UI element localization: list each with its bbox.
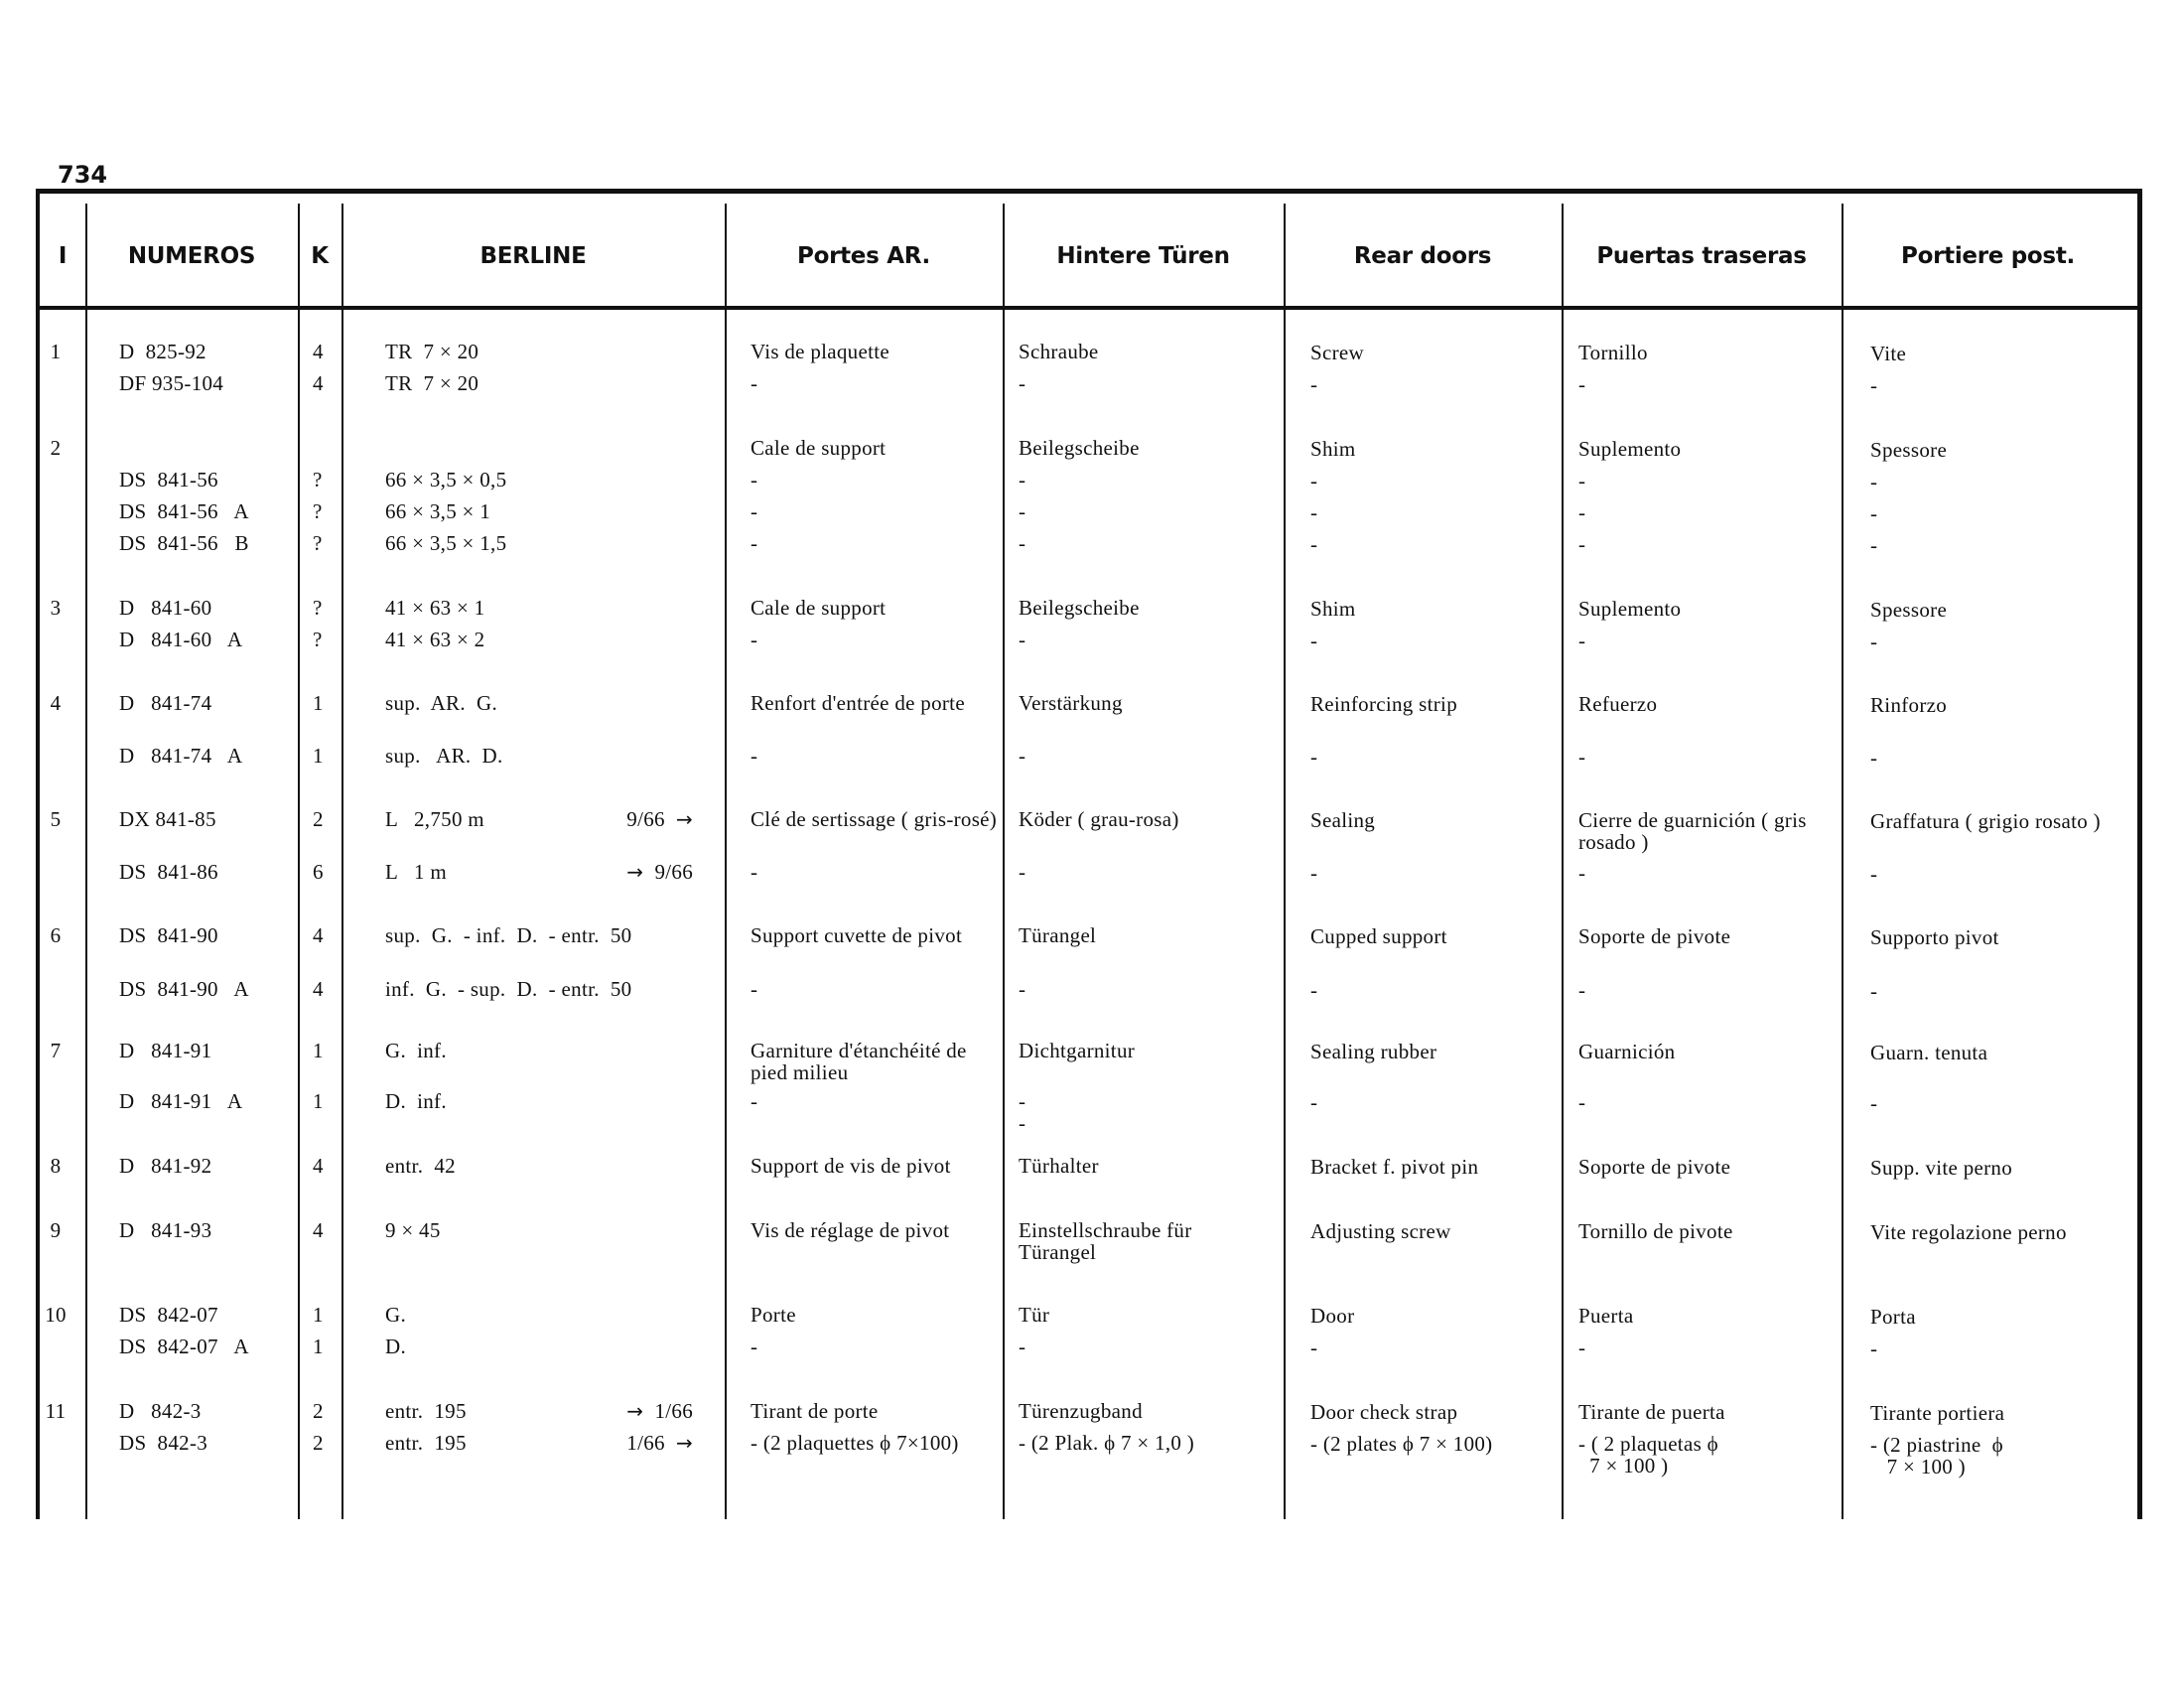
desc-french: -: [751, 468, 758, 492]
row-index: 11: [45, 1399, 67, 1423]
desc-spanish: -: [1578, 1336, 1586, 1359]
header-col-es: Puertas traseras: [1596, 242, 1807, 269]
row-index: 2: [50, 436, 62, 460]
desc-italian: Supp. vite perno: [1870, 1156, 2013, 1180]
berline-spec: 41 × 63 × 1: [385, 596, 485, 620]
quantity-k: 1: [313, 1335, 324, 1358]
quantity-k: 4: [313, 371, 324, 395]
part-number: D 841-60: [119, 596, 212, 620]
desc-spanish: Guarnición: [1578, 1040, 1676, 1063]
desc-german: -: [1019, 628, 1026, 651]
desc-spanish: Tornillo: [1578, 341, 1648, 364]
desc-italian: - (2 piastrine ϕ 7 × 100 ): [1870, 1433, 2003, 1478]
desc-spanish: - ( 2 plaquetas ϕ 7 × 100 ): [1578, 1432, 1718, 1477]
row-index: 7: [50, 1039, 62, 1062]
berline-spec: D.: [385, 1335, 407, 1358]
part-number: D 841-74: [119, 691, 212, 715]
desc-italian: Porta: [1870, 1305, 1916, 1329]
validity-date: 9/66: [626, 807, 665, 831]
berline-spec: sup. G. - inf. D. - entr. 50: [385, 923, 632, 947]
desc-english: -: [1310, 1336, 1318, 1359]
desc-italian: -: [1870, 862, 1878, 886]
berline-spec: 41 × 63 × 2: [385, 628, 485, 651]
berline-spec: TR 7 × 20: [385, 340, 479, 363]
header-col-fr: Portes AR.: [797, 242, 930, 269]
part-number: DS 841-56 B: [119, 531, 249, 555]
quantity-k: 4: [313, 1218, 324, 1242]
desc-german: -: [1019, 499, 1026, 523]
header-col-berline: BERLINE: [479, 242, 587, 269]
desc-french: Vis de réglage de pivot: [751, 1218, 950, 1242]
desc-french: - (2 plaquettes ϕ 7×100): [751, 1431, 959, 1455]
desc-english: Sealing: [1310, 808, 1376, 832]
berline-spec: sup. AR. G.: [385, 691, 498, 715]
desc-french: -: [751, 499, 758, 523]
desc-italian: Guarn. tenuta: [1870, 1041, 1988, 1064]
desc-italian: -: [1870, 746, 1878, 770]
header-col-de: Hintere Türen: [1056, 242, 1230, 269]
desc-spanish: Suplemento: [1578, 437, 1682, 461]
desc-english: Shim: [1310, 437, 1356, 461]
part-number: D 841-93: [119, 1218, 212, 1242]
column-divider: [1003, 204, 1005, 1519]
berline-spec: entr. 195: [385, 1399, 467, 1423]
desc-english: -: [1310, 469, 1318, 492]
desc-german: Türangel: [1019, 923, 1097, 947]
desc-italian: Supporto pivot: [1870, 925, 1999, 949]
desc-german: - (2 Plak. ϕ 7 × 1,0 ): [1019, 1431, 1195, 1455]
desc-english: -: [1310, 861, 1318, 885]
desc-italian: Tirante portiera: [1870, 1401, 2005, 1425]
desc-french: Garniture d'étanchéité de pied milieu: [751, 1039, 967, 1084]
desc-french: -: [751, 371, 758, 395]
desc-french: -: [751, 860, 758, 884]
berline-spec: TR 7 × 20: [385, 371, 479, 395]
desc-german: Türhalter: [1019, 1154, 1099, 1178]
berline-spec: inf. G. - sup. D. - entr. 50: [385, 977, 632, 1001]
part-number: DX 841-85: [119, 807, 216, 831]
row-index: 8: [50, 1154, 62, 1178]
quantity-k: 1: [313, 1089, 324, 1113]
quantity-k: 4: [313, 340, 324, 363]
header-col-en: Rear doors: [1353, 242, 1492, 269]
desc-italian: -: [1870, 501, 1878, 525]
row-index: 1: [50, 340, 62, 363]
desc-english: Shim: [1310, 597, 1356, 621]
desc-german: Schraube: [1019, 340, 1099, 363]
desc-german: -: [1019, 744, 1026, 768]
desc-english: Bracket f. pivot pin: [1310, 1155, 1479, 1179]
arrow-right-icon: →: [675, 807, 693, 831]
quantity-k: 2: [313, 1431, 324, 1455]
column-divider: [341, 204, 343, 1519]
header-divider: [40, 306, 2140, 310]
quantity-k: ?: [313, 628, 323, 651]
desc-italian: Rinforzo: [1870, 693, 1948, 717]
desc-german: -: [1019, 468, 1026, 492]
desc-french: Vis de plaquette: [751, 340, 889, 363]
quantity-k: 2: [313, 807, 324, 831]
header-col-index: I: [58, 242, 68, 269]
berline-spec: sup. AR. D.: [385, 744, 503, 768]
desc-english: -: [1310, 1090, 1318, 1114]
desc-english: Reinforcing strip: [1310, 692, 1457, 716]
quantity-k: 6: [313, 860, 324, 884]
desc-spanish: -: [1578, 372, 1586, 396]
desc-german: Einstellschraube für Türangel: [1019, 1218, 1192, 1264]
desc-english: Cupped support: [1310, 924, 1447, 948]
desc-italian: Vite regolazione perno: [1870, 1220, 2067, 1244]
quantity-k: 1: [313, 744, 324, 768]
desc-italian: Vite: [1870, 342, 1907, 365]
part-number: DS 842-3: [119, 1431, 208, 1455]
validity-note: [556, 1432, 693, 1454]
berline-spec: 66 × 3,5 × 1: [385, 499, 491, 523]
desc-german: Beilegscheibe: [1019, 436, 1140, 460]
desc-spanish: Tornillo de pivote: [1578, 1219, 1733, 1243]
row-index: 10: [45, 1303, 67, 1327]
desc-italian: -: [1870, 470, 1878, 493]
validity-date: 1/66: [654, 1399, 693, 1423]
part-number: DS 841-90: [119, 923, 218, 947]
column-divider: [1562, 204, 1564, 1519]
row-index: 9: [50, 1218, 62, 1242]
desc-spanish: Soporte de pivote: [1578, 924, 1731, 948]
desc-spanish: Soporte de pivote: [1578, 1155, 1731, 1179]
desc-french: Renfort d'entrée de porte: [751, 691, 965, 715]
quantity-k: 4: [313, 1154, 324, 1178]
desc-french: Clé de sertissage ( gris-rosé): [751, 807, 998, 831]
arrow-right-icon: →: [626, 860, 644, 884]
part-number: DS 841-56 A: [119, 499, 249, 523]
berline-spec: D. inf.: [385, 1089, 447, 1113]
validity-date: 9/66: [654, 860, 693, 884]
berline-spec: 66 × 3,5 × 1,5: [385, 531, 507, 555]
desc-spanish: -: [1578, 861, 1586, 885]
desc-english: -: [1310, 978, 1318, 1002]
desc-german: -: [1019, 977, 1026, 1001]
desc-german: Dichtgarnitur: [1019, 1039, 1136, 1062]
column-divider: [298, 204, 300, 1519]
part-number: DS 842-07: [119, 1303, 218, 1327]
quantity-k: 2: [313, 1399, 324, 1423]
desc-german: Beilegscheibe: [1019, 596, 1140, 620]
desc-italian: Graffatura ( grigio rosato ): [1870, 809, 2101, 833]
column-divider: [85, 204, 87, 1519]
row-index: 4: [50, 691, 62, 715]
column-divider: [1842, 204, 1843, 1519]
part-number: D 825-92: [119, 340, 206, 363]
desc-french: -: [751, 628, 758, 651]
part-number: D 841-74 A: [119, 744, 243, 768]
desc-spanish: Refuerzo: [1578, 692, 1658, 716]
desc-german: Türenzugband: [1019, 1399, 1143, 1423]
part-number: D 841-60 A: [119, 628, 243, 651]
desc-english: - (2 plates ϕ 7 × 100): [1310, 1432, 1493, 1456]
validity-note: [556, 1400, 693, 1422]
desc-french: Support cuvette de pivot: [751, 923, 963, 947]
desc-french: -: [751, 977, 758, 1001]
quantity-k: 1: [313, 691, 324, 715]
part-number: DS 842-07 A: [119, 1335, 249, 1358]
desc-french: Cale de support: [751, 436, 887, 460]
desc-german: - -: [1019, 1089, 1026, 1135]
desc-french: -: [751, 531, 758, 555]
quantity-k: ?: [313, 596, 323, 620]
berline-spec: 9 × 45: [385, 1218, 441, 1242]
validity-note: [556, 861, 693, 883]
part-number: DS 841-56: [119, 468, 218, 492]
berline-spec: entr. 195: [385, 1431, 467, 1455]
berline-spec: L 1 m: [385, 860, 447, 884]
desc-spanish: -: [1578, 745, 1586, 769]
desc-spanish: -: [1578, 469, 1586, 492]
desc-italian: -: [1870, 1336, 1878, 1360]
desc-english: Screw: [1310, 341, 1364, 364]
desc-french: Support de vis de pivot: [751, 1154, 951, 1178]
validity-note: [556, 808, 693, 830]
row-index: 6: [50, 923, 62, 947]
desc-italian: Spessore: [1870, 438, 1948, 462]
berline-spec: entr. 42: [385, 1154, 456, 1178]
part-number: DF 935-104: [119, 371, 224, 395]
row-index: 3: [50, 596, 62, 620]
desc-spanish: Tirante de puerta: [1578, 1400, 1725, 1424]
desc-french: Tirant de porte: [751, 1399, 879, 1423]
arrow-right-icon: →: [626, 1399, 644, 1423]
desc-spanish: -: [1578, 532, 1586, 556]
desc-german: -: [1019, 1335, 1026, 1358]
part-number: DS 841-86: [119, 860, 218, 884]
berline-spec: 66 × 3,5 × 0,5: [385, 468, 507, 492]
quantity-k: ?: [313, 499, 323, 523]
berline-spec: G.: [385, 1303, 407, 1327]
desc-french: Porte: [751, 1303, 796, 1327]
desc-english: Adjusting screw: [1310, 1219, 1451, 1243]
header-col-numeros: NUMEROS: [127, 242, 256, 269]
page-number: 734: [58, 161, 108, 189]
desc-english: Door check strap: [1310, 1400, 1458, 1424]
header-col-it: Portiere post.: [1901, 242, 2075, 269]
desc-german: Köder ( grau-rosa): [1019, 807, 1179, 831]
desc-german: Tür: [1019, 1303, 1050, 1327]
desc-spanish: -: [1578, 629, 1586, 652]
desc-french: -: [751, 744, 758, 768]
desc-english: -: [1310, 532, 1318, 556]
quantity-k: 4: [313, 977, 324, 1001]
desc-english: Sealing rubber: [1310, 1040, 1437, 1063]
desc-spanish: Puerta: [1578, 1304, 1634, 1328]
validity-date: 1/66: [626, 1431, 665, 1455]
part-number: D 841-91 A: [119, 1089, 243, 1113]
desc-spanish: -: [1578, 1090, 1586, 1114]
part-number: D 842-3: [119, 1399, 202, 1423]
quantity-k: 4: [313, 923, 324, 947]
desc-spanish: -: [1578, 978, 1586, 1002]
part-number: DS 841-90 A: [119, 977, 249, 1001]
berline-spec: G. inf.: [385, 1039, 447, 1062]
column-divider: [1284, 204, 1286, 1519]
desc-english: Door: [1310, 1304, 1355, 1328]
desc-french: Cale de support: [751, 596, 887, 620]
desc-french: -: [751, 1335, 758, 1358]
part-number: D 841-92: [119, 1154, 212, 1178]
desc-english: -: [1310, 745, 1318, 769]
desc-italian: Spessore: [1870, 598, 1948, 622]
desc-english: -: [1310, 372, 1318, 396]
desc-italian: -: [1870, 373, 1878, 397]
desc-german: Verstärkung: [1019, 691, 1123, 715]
arrow-right-icon: →: [675, 1431, 693, 1455]
desc-german: -: [1019, 371, 1026, 395]
quantity-k: 1: [313, 1039, 324, 1062]
desc-spanish: -: [1578, 500, 1586, 524]
desc-italian: -: [1870, 630, 1878, 653]
quantity-k: ?: [313, 531, 323, 555]
desc-french: -: [751, 1089, 758, 1113]
desc-english: -: [1310, 500, 1318, 524]
desc-spanish: Suplemento: [1578, 597, 1682, 621]
desc-italian: -: [1870, 979, 1878, 1003]
header-col-k: K: [311, 242, 329, 269]
quantity-k: ?: [313, 468, 323, 492]
desc-german: -: [1019, 531, 1026, 555]
column-divider: [725, 204, 727, 1519]
desc-italian: -: [1870, 1091, 1878, 1115]
desc-english: -: [1310, 629, 1318, 652]
part-number: D 841-91: [119, 1039, 212, 1062]
desc-italian: -: [1870, 533, 1878, 557]
quantity-k: 1: [313, 1303, 324, 1327]
row-index: 5: [50, 807, 62, 831]
desc-spanish: Cierre de guarnición ( gris rosado ): [1578, 808, 1807, 854]
desc-german: -: [1019, 860, 1026, 884]
berline-spec: L 2,750 m: [385, 807, 484, 831]
